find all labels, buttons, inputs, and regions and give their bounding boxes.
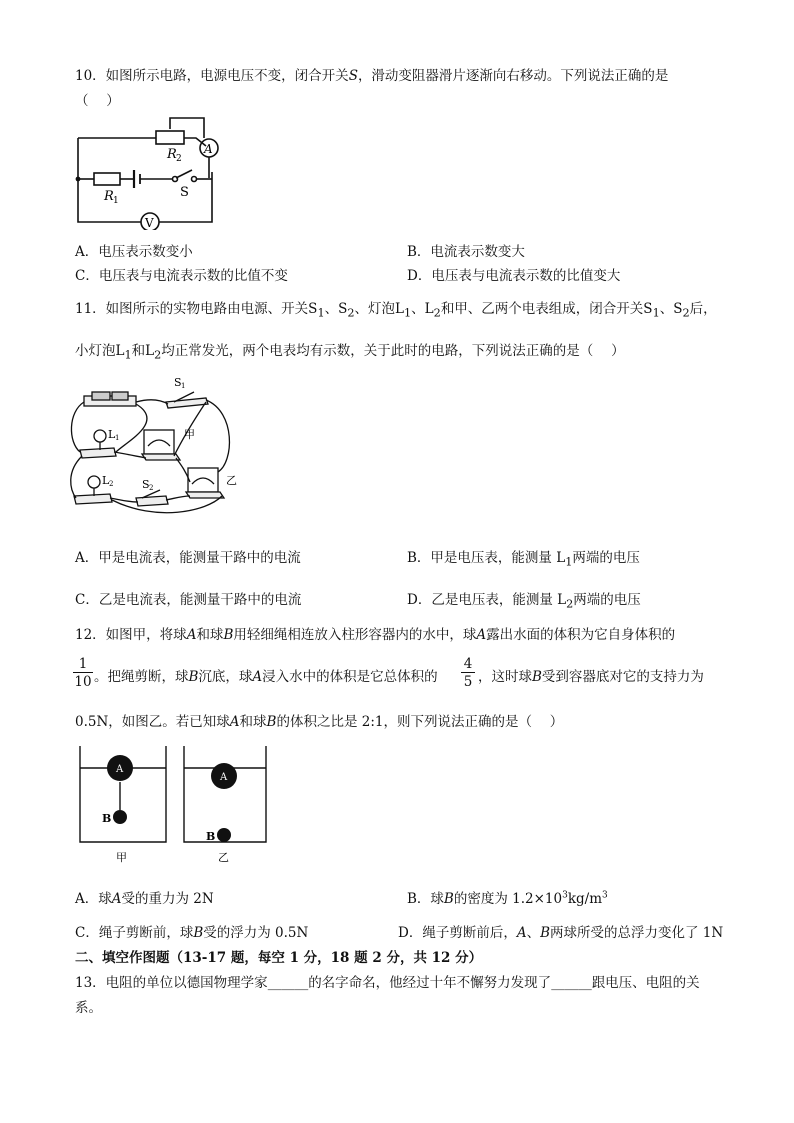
- q11-fig-jia: 甲: [184, 428, 195, 441]
- q12-d-A: A: [516, 925, 527, 941]
- q11-sep2: 、L: [411, 301, 434, 317]
- q12-option-a: [75, 887, 214, 907]
- q13-l1c: 跟电压、电阻的关: [591, 975, 700, 991]
- q10-stem-text: 10．如图所示电路，电源电压不变，闭合开关: [75, 68, 349, 84]
- q10-stem: [75, 64, 668, 84]
- q12-d-post: 两球所受的总浮力变化了 1N: [550, 925, 724, 941]
- q12-a-A: A: [111, 891, 122, 907]
- q10-paren: [75, 89, 120, 109]
- q13-blank-2: ______: [551, 975, 592, 991]
- q12-fraction-4-5: [461, 656, 475, 691]
- q11-sep1: 、S: [324, 301, 348, 317]
- q12-b-sup2: 3: [602, 890, 608, 901]
- q12-A-2: A: [476, 627, 487, 643]
- q12-b-pre: B．球: [407, 891, 444, 907]
- q12-fig-ball-b-jia: B: [102, 812, 112, 825]
- q12-fraction-1-10: [73, 656, 93, 691]
- q11-d-sub: 2: [566, 597, 574, 611]
- q11-mid1: 、灯泡L: [354, 301, 404, 317]
- q12-c-post: 受的浮力为 0.5N: [203, 925, 309, 941]
- q12-B-4: B: [266, 714, 277, 730]
- q11-l2a: 小灯泡L: [75, 343, 125, 359]
- q11-fig-l2sub: 2: [109, 480, 114, 488]
- q11-sep3: 、S: [659, 301, 683, 317]
- q12-d-mid: 、: [526, 925, 541, 941]
- q11-fig-l1: L: [108, 428, 116, 441]
- q10-option-b: B．电流表示数变大: [407, 244, 525, 260]
- q11-mid2: 和甲、乙两个电表组成，闭合开关S: [440, 301, 653, 317]
- q12-A-3: A: [252, 669, 263, 685]
- q11-b-pre: B．甲是电压表，能测量 L: [407, 550, 566, 566]
- q11-l1sub-b: 1: [124, 348, 132, 362]
- q12-c-B: B: [193, 925, 204, 941]
- q11-end1: 后，: [689, 301, 717, 317]
- q12-option-c: [75, 921, 308, 941]
- q12-A-4: A: [229, 714, 240, 730]
- q12-option-b: [407, 887, 608, 907]
- q13-l1b: 的名字命名，他经过十年不懈努力发现了: [308, 975, 552, 991]
- q11-d-post: 两端的电压: [573, 592, 641, 608]
- q12-frac1-den: 10: [74, 674, 92, 690]
- q11-l1: 11．如图所示的实物电路由电源、开关S: [75, 301, 318, 317]
- q12-b-unit: kg/m: [567, 891, 603, 907]
- q10-fig-r1sub: 1: [113, 196, 119, 206]
- q11-option-b: [407, 546, 640, 569]
- q10-fig-s: S: [180, 185, 189, 200]
- q11-fig-yi: 乙: [226, 474, 237, 487]
- q12-l3b: 和球: [239, 714, 267, 730]
- q13-blank-1: ______: [267, 975, 309, 991]
- q11-s2sub: 2: [347, 306, 355, 320]
- q13-line1: [75, 971, 700, 991]
- q13-line2: 系。: [75, 1000, 102, 1016]
- q11-physical-circuit-figure: [66, 372, 246, 524]
- q12-b-sup1: 3: [562, 890, 568, 901]
- q10-paren-text: （ ）: [75, 93, 120, 109]
- q11-l2sub-b: 2: [154, 348, 162, 362]
- q12-l1b: 和球: [196, 627, 224, 643]
- q11-option-c: C．乙是电流表，能测量干路中的电流: [75, 592, 302, 608]
- q10-fig-r1: R: [104, 189, 114, 204]
- q10-option-a: A．电压表示数变小: [75, 244, 193, 260]
- q12-B-3: B: [532, 669, 542, 685]
- q10-stem-s: S: [348, 68, 358, 84]
- q12-fig-ball-a-yi: A: [220, 772, 228, 783]
- q10-fig-v: V: [145, 216, 154, 230]
- q12-stem-line3: [75, 710, 563, 730]
- q12-l2e: 受到容器底对它的支持力为: [541, 669, 704, 685]
- q10-circuit-diagram: [72, 112, 222, 230]
- q11-fig-s1: S: [174, 376, 182, 389]
- q12-stem-line2b: [478, 665, 704, 685]
- q12-c-pre: C．绳子剪断前，球: [75, 925, 194, 941]
- q12-l2a: 。把绳剪断，球: [94, 669, 189, 685]
- q12-b-B: B: [443, 891, 454, 907]
- q12-container-figure: [72, 742, 272, 866]
- q11-l1sub: 1: [404, 306, 412, 320]
- q12-d-pre: D．绳子剪断前后，: [398, 925, 517, 941]
- q12-stem-line2a: [94, 665, 438, 685]
- q13-l1a: 13．电阻的单位以德国物理学家: [75, 975, 268, 991]
- q11-s2sub-b: 2: [682, 306, 690, 320]
- q10-fig-r2: R: [167, 147, 177, 162]
- q11-l2c: 均正常发光，两个电表均有示数，关于此时的电路，下列说法正确的是（ ）: [161, 343, 625, 359]
- q11-s1sub-b: 1: [652, 306, 660, 320]
- q12-option-d: [398, 921, 723, 941]
- q11-l2sub: 2: [433, 306, 441, 320]
- q12-l3c: 的体积之比是 2:1，则下列说法正确的是（ ）: [276, 714, 564, 730]
- q12-B-1: B: [223, 627, 234, 643]
- q10-fig-r2sub: 2: [176, 154, 182, 164]
- q12-stem-line1: [75, 623, 675, 643]
- q11-d-pre: D．乙是电压表，能测量 L: [407, 592, 567, 608]
- q12-fig-jia: 甲: [116, 851, 127, 864]
- q12-a-post: 受的重力为 2N: [121, 891, 214, 907]
- q11-fig-l1sub: 1: [115, 434, 120, 442]
- q10-option-c: C．电压表与电流表示数的比值不变: [75, 268, 288, 284]
- q10-option-d: D．电压表与电流表示数的比值变大: [407, 268, 621, 284]
- q12-d-B: B: [540, 925, 550, 941]
- q12-l2b: 沉底，球: [198, 669, 253, 685]
- q11-fig-s2: S: [142, 478, 150, 491]
- q11-stem-line1: [75, 297, 717, 320]
- q11-fig-s1sub: 1: [181, 382, 186, 390]
- q11-l2b: 和L: [131, 343, 155, 359]
- q11-b-sub: 1: [565, 555, 573, 569]
- section-2-title: 二、填空作图题（13-17 题，每空 1 分，18 题 2 分，共 12 分）: [75, 950, 483, 966]
- q12-l1c: 用轻细绳相连放入柱形容器内的水中，球: [233, 627, 477, 643]
- q12-l1a: 12．如图甲，将球: [75, 627, 187, 643]
- q12-a-pre: A．球: [75, 891, 112, 907]
- q11-option-d: [407, 588, 641, 611]
- q12-A-1: A: [186, 627, 197, 643]
- q12-frac2-den: 5: [463, 674, 473, 690]
- q11-fig-l2: L: [102, 474, 110, 487]
- q12-fig-ball-a-jia: A: [116, 764, 124, 775]
- q12-frac1-num: 1: [73, 656, 93, 673]
- q10-fig-a: A: [204, 142, 213, 156]
- q12-l3a: 0.5N，如图乙。若已知球: [75, 714, 230, 730]
- q12-b-post: 的密度为 1.2×10: [453, 891, 563, 907]
- q12-B-2: B: [188, 669, 199, 685]
- q11-b-post: 两端的电压: [572, 550, 640, 566]
- q12-l2c: 浸入水中的体积是它总体积的: [262, 669, 438, 685]
- q11-fig-s2sub: 2: [149, 484, 154, 492]
- q12-l1d: 露出水面的体积为它自身体积的: [486, 627, 676, 643]
- q12-l2d: ，这时球: [478, 669, 532, 685]
- q12-fig-ball-b-yi: B: [206, 830, 216, 843]
- q12-fig-yi: 乙: [218, 851, 229, 864]
- q11-stem-line2: [75, 339, 625, 362]
- q12-frac2-num: 4: [461, 656, 475, 673]
- q11-s1sub: 1: [317, 306, 325, 320]
- q11-option-a: A．甲是电流表，能测量干路中的电流: [75, 550, 301, 566]
- q10-stem-tail: ，滑动变阻器滑片逐渐向右移动。下列说法正确的是: [357, 68, 669, 84]
